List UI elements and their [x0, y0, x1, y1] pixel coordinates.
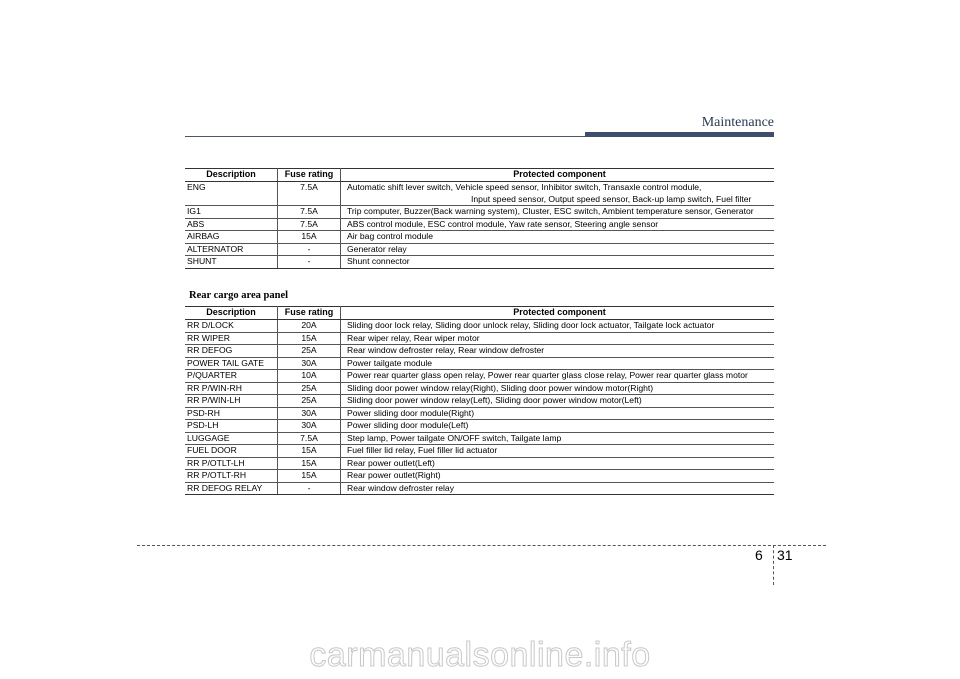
table-header-row [185, 169, 774, 182]
table-row [185, 345, 774, 358]
protected-component [341, 382, 775, 395]
fuse-rating [278, 407, 341, 420]
page-number: 31 [777, 547, 793, 563]
protected-component-text: Step lamp, Power tailgate ON/OFF switch, Tailgate lamp [347, 432, 562, 443]
fuse-rating-text: 15A [301, 332, 317, 343]
section-title: Maintenance [701, 115, 774, 130]
table-row [185, 470, 774, 483]
table-row [185, 445, 774, 458]
fuse-rating-text: 30A [301, 357, 317, 368]
fuse-rating-text: 25A [301, 382, 317, 393]
protected-component-text: Automatic shift lever switch, Vehicle speed sensor, Inhibitor switch, Transaxle control module, [347, 182, 702, 192]
table-row [185, 206, 774, 219]
protected-component [341, 370, 775, 383]
protected-component-text: ABS control module, ESC control module, Yaw rate sensor, Steering angle sensor [347, 218, 659, 229]
fuse-description-text: SHUNT [187, 256, 217, 266]
column-header-fuse-rating: Fuse rating [278, 169, 341, 182]
fuse-description-text: POWER TAIL GATE [187, 357, 265, 368]
footer-dashed-rule [137, 545, 826, 546]
protected-component-text: Power rear quarter glass open relay, Power rear quarter glass close relay, Power rear quarter glass motor [347, 370, 748, 380]
protected-component-text: Rear wiper relay, Rear wiper motor [347, 332, 480, 343]
fuse-rating-text: 15A [301, 445, 317, 455]
protected-component-text: Fuel filler lid relay, Fuel filler lid actuator [347, 445, 498, 455]
fuse-description-text: ALTERNATOR [187, 243, 244, 254]
fuse-description [185, 395, 278, 408]
fuse-description [185, 482, 278, 495]
protected-component [341, 243, 775, 256]
fuse-description-text: AIRBAG [187, 231, 220, 241]
fuse-rating-text: 15A [301, 231, 317, 241]
column-header-protected-component: Protected component [341, 307, 775, 320]
protected-component-text: Power sliding door module(Right) [347, 407, 475, 418]
fuse-description [185, 370, 278, 383]
fuse-description [185, 420, 278, 433]
fuse-description [185, 357, 278, 370]
fuse-description [185, 332, 278, 345]
table-row [185, 357, 774, 370]
fuse-rating [278, 218, 341, 231]
protected-component-text: Power sliding door module(Left) [347, 420, 469, 430]
fuse-rating-text: 15A [301, 470, 317, 480]
fuse-description [185, 243, 278, 256]
fuse-table-rear-cargo [185, 306, 774, 495]
fuse-rating [278, 243, 341, 256]
watermark: carmanualsonline.info [309, 636, 651, 674]
protected-component [341, 320, 775, 333]
fuse-rating-text: 7.5A [300, 182, 318, 192]
fuse-description-text: RR DEFOG RELAY [187, 482, 263, 493]
protected-component-text: Trip computer, Buzzer(Back warning system), Cluster, ESC switch, Ambient temperature sensor, Generator [347, 206, 754, 216]
protected-component [341, 457, 775, 470]
protected-component-continued: Input speed sensor, Output speed sensor, Back-up lamp switch, Fuel filter [471, 193, 752, 204]
protected-component [341, 470, 775, 483]
fuse-rating [278, 470, 341, 483]
protected-component [341, 482, 775, 495]
fuse-description-text: ABS [187, 218, 205, 229]
fuse-description-text: P/QUARTER [187, 370, 237, 380]
fuse-description-text: IG1 [187, 206, 201, 216]
fuse-rating [278, 357, 341, 370]
fuse-description [185, 445, 278, 458]
fuse-rating-text: 7.5A [300, 218, 318, 229]
fuse-description [185, 345, 278, 358]
fuse-rating-text: 25A [301, 395, 317, 405]
fuse-description-text: FUEL DOOR [187, 445, 237, 455]
fuse-rating [278, 345, 341, 358]
fuse-rating [278, 182, 341, 206]
table-row [185, 243, 774, 256]
column-header-protected-component: Protected component [341, 169, 775, 182]
table-row [185, 370, 774, 383]
fuse-rating-text: 30A [301, 420, 317, 430]
fuse-rating-text: 20A [301, 320, 317, 330]
fuse-rating [278, 432, 341, 445]
fuse-rating-text: 7.5A [300, 206, 318, 216]
fuse-description [185, 182, 278, 206]
table-row [185, 482, 774, 495]
fuse-rating [278, 382, 341, 395]
table-row [185, 231, 774, 244]
fuse-rating-text: 25A [301, 345, 317, 355]
protected-component [341, 407, 775, 420]
page-section-number: 6 [755, 547, 763, 563]
fuse-table-body [185, 182, 774, 269]
fuse-rating [278, 395, 341, 408]
fuse-rating-text: - [307, 482, 311, 493]
protected-component [341, 395, 775, 408]
fuse-description [185, 382, 278, 395]
fuse-description [185, 231, 278, 244]
protected-component-text: Rear power outlet(Right) [347, 470, 441, 480]
protected-component-text: Sliding door power window relay(Right), Sliding door power window motor(Right) [347, 382, 654, 393]
table-header-row [185, 307, 774, 320]
column-header-description: Description [185, 169, 278, 182]
table-row [185, 457, 774, 470]
fuse-rating [278, 332, 341, 345]
fuse-rating-text: - [307, 256, 311, 266]
fuse-description [185, 407, 278, 420]
fuse-description-text: RR P/OTLT-LH [187, 457, 245, 468]
protected-component-text: Rear window defroster relay [347, 482, 454, 493]
protected-component-text: Rear window defroster relay, Rear window defroster [347, 345, 545, 355]
fuse-rating [278, 420, 341, 433]
table-row [185, 395, 774, 408]
fuse-table-body [185, 320, 774, 495]
protected-component [341, 357, 775, 370]
table-row [185, 420, 774, 433]
fuse-description-text: RR P/WIN-RH [187, 382, 242, 393]
protected-component [341, 345, 775, 358]
fuse-description [185, 320, 278, 333]
fuse-rating [278, 482, 341, 495]
fuse-description-text: PSD-LH [187, 420, 219, 430]
fuse-description [185, 206, 278, 219]
fuse-rating [278, 256, 341, 269]
fuse-description-text: RR DEFOG [187, 345, 233, 355]
protected-component [341, 182, 775, 206]
fuse-rating [278, 370, 341, 383]
fuse-description-text: LUGGAGE [187, 432, 230, 443]
fuse-description [185, 457, 278, 470]
table-row [185, 256, 774, 269]
fuse-rating [278, 231, 341, 244]
table-row [185, 218, 774, 231]
column-header-fuse-rating: Fuse rating [278, 307, 341, 320]
protected-component [341, 332, 775, 345]
fuse-description-text: PSD-RH [187, 407, 220, 418]
protected-component [341, 231, 775, 244]
fuse-description-text: RR P/OTLT-RH [187, 470, 247, 480]
protected-component [341, 256, 775, 269]
protected-component [341, 432, 775, 445]
fuse-description [185, 256, 278, 269]
fuse-rating [278, 445, 341, 458]
protected-component-text: Rear power outlet(Left) [347, 457, 435, 468]
fuse-rating [278, 320, 341, 333]
fuse-description-text: RR P/WIN-LH [187, 395, 241, 405]
fuse-rating [278, 206, 341, 219]
fuse-rating-text: - [307, 243, 311, 254]
protected-component [341, 218, 775, 231]
protected-component-text: Sliding door lock relay, Sliding door unlock relay, Sliding door lock actuator, Tailgate lock actuator [347, 320, 715, 330]
header-accent-bar [585, 132, 774, 137]
fuse-description [185, 218, 278, 231]
table-row [185, 320, 774, 333]
protected-component-text: Air bag control module [347, 231, 433, 241]
fuse-description-text: RR D/LOCK [187, 320, 234, 330]
footer-dashed-divider [773, 545, 774, 585]
column-header-description: Description [185, 307, 278, 320]
header-rule [185, 136, 585, 137]
protected-component-text: Shunt connector [347, 256, 410, 266]
fuse-description [185, 432, 278, 445]
table-row [185, 332, 774, 345]
fuse-description-text: RR WIPER [187, 332, 230, 343]
fuse-rating-text: 10A [301, 370, 317, 380]
table-row [185, 382, 774, 395]
protected-component-text: Sliding door power window relay(Left), Sliding door power window motor(Left) [347, 395, 642, 405]
protected-component-text: Generator relay [347, 243, 407, 254]
fuse-description [185, 470, 278, 483]
table-row [185, 182, 774, 206]
table-row [185, 407, 774, 420]
fuse-rating-text: 7.5A [300, 432, 318, 443]
fuse-description-text: ENG [187, 182, 206, 192]
fuse-rating [278, 457, 341, 470]
rear-cargo-panel-title: Rear cargo area panel [189, 290, 289, 301]
table-row [185, 432, 774, 445]
protected-component-text: Power tailgate module [347, 357, 433, 368]
fuse-rating-text: 30A [301, 407, 317, 418]
fuse-rating-text: 15A [301, 457, 317, 468]
protected-component [341, 445, 775, 458]
protected-component [341, 420, 775, 433]
fuse-table-engine [185, 168, 774, 269]
protected-component [341, 206, 775, 219]
